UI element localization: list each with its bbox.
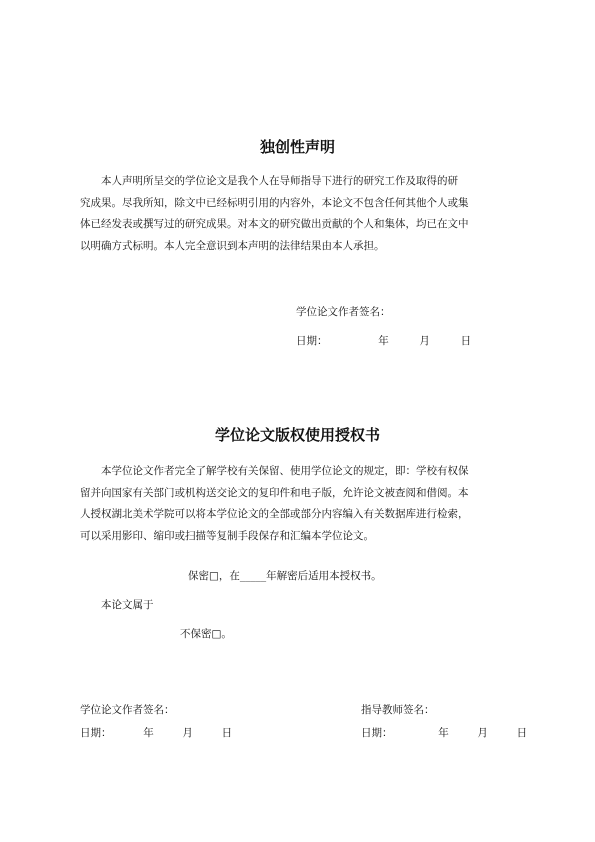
advisor-date-day: 日 [516, 727, 528, 739]
declaration-line: 本人声明所呈交的学位论文是我个人在导师指导下进行的研究工作及取得的研 [101, 175, 458, 187]
declaration-line: 究成果。尽我所知，除文中已经标明引用的内容外，本论文不包含任何其他个人或集 [80, 196, 469, 209]
authorization-author-sign-label: 学位论文作者签名： [80, 704, 175, 716]
declaration-title: 独创性声明 [259, 138, 335, 156]
authorization-line: 留并向国家有关部门或机构送交论文的复印件和电子版，允许论文被查阅和借阅。本 [80, 486, 469, 499]
authorization-title: 学位论文版权使用授权书 [214, 426, 380, 444]
advisor-sign-label: 指导教师签名： [361, 704, 435, 716]
secret-line: 保密□，在_____年解密后适用本授权书。 [188, 570, 382, 582]
belongs-label: 本论文属于 [101, 599, 154, 611]
authorization-line: 本学位论文作者完全了解学校有关保留、使用学位论文的规定，即：学校有权保 [101, 465, 469, 477]
not-secret-label: 不保密□。 [180, 628, 232, 640]
declaration-month: 月 [419, 335, 430, 347]
authorization-line: 人授权湖北美术学院可以将本学位论文的全部或部分内容编入有关数据库进行检索， [80, 508, 469, 520]
declaration-date-row [296, 333, 471, 348]
declaration-body [80, 171, 520, 257]
declaration-day: 日 [460, 335, 472, 347]
advisor-date-label: 日期： [361, 727, 393, 739]
declaration-year: 年 [378, 335, 389, 347]
author-date-month: 月 [182, 727, 193, 739]
authorization-line: 可以采用影印、缩印或扫描等复制手段保存和汇编本学位论文。 [80, 529, 374, 542]
author-date-year: 年 [143, 727, 154, 739]
declaration-line: 以明确方式标明。本人完全意识到本声明的法律结果由本人承担。 [80, 239, 385, 252]
advisor-date-month: 月 [477, 727, 488, 739]
author-date-day: 日 [221, 727, 233, 739]
author-date-label: 日期： [80, 727, 112, 739]
advisor-date-year: 年 [438, 727, 449, 739]
declaration-date-label: 日期： [296, 335, 328, 347]
declaration-line: 体已经发表或撰写过的研究成果。对本文的研究做出贡献的个人和集体，均已在文中 [80, 218, 469, 230]
authorization-body [80, 461, 520, 547]
declaration-author-sign-label: 学位论文作者签名： [296, 306, 391, 318]
authorization-author-date-row [80, 725, 232, 740]
advisor-date-row [361, 725, 527, 740]
